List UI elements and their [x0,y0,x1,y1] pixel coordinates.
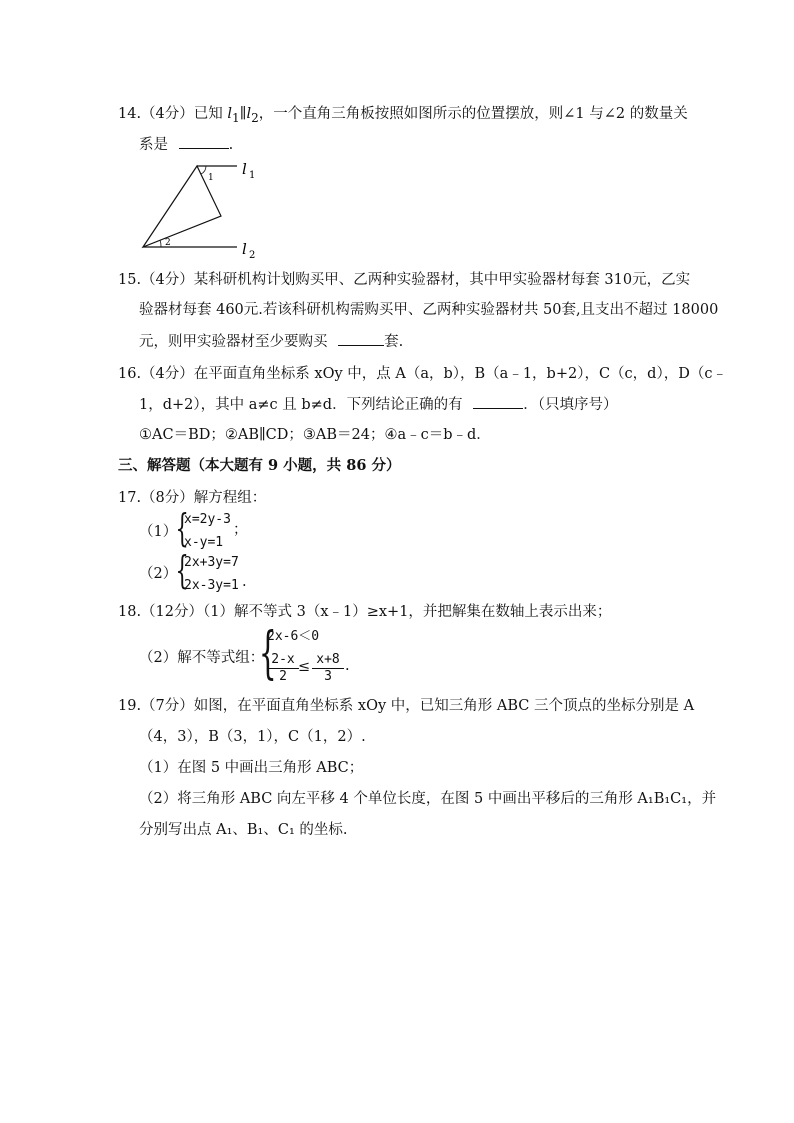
q16-options: ①AC＝BD；②AB∥CD；③AB＝24；④a﹣c＝b﹣d． [139,427,491,443]
angle2-label: 2 [165,238,171,248]
l1-letter: l [227,106,233,122]
q18-line1: 18.（12分）（1）解不等式 3（x﹣1）≥x+1，并把解集在数轴上表示出来； [118,604,612,620]
fig-l2-sub: 2 [249,250,256,261]
q19-line1: 19.（7分）如图，在平面直角坐标系 xOy 中，已知三角形 ABC 三个顶点的坐标分别是 A [118,698,695,714]
le-symbol: ≤ [298,659,311,675]
q17-brace-1: { [175,506,189,550]
frac1-numerator: 2-x [271,652,295,667]
q16-answer-blank[interactable] [473,394,523,409]
q17-p1-eq2: x-y=1 [184,535,224,550]
q19-part2-cont: 分别写出点 A₁、B₁、C₁ 的坐标. [139,822,348,838]
q19-part1: （1）在图 5 中画出三角形 ABC； [139,760,364,776]
q14-answer-blank[interactable] [179,134,229,149]
q17-p2-eq2: 2x-3y=1 [184,578,239,593]
parallel-symbol: ∥ [239,106,247,122]
section-title: 三、解答题（本大题有 9 小题，共 86 分） [118,457,401,474]
q16-line2 [139,394,617,415]
l1-subscript: 1 [232,110,240,125]
q16-line1: 16.（4分）在平面直角坐标系 xOy 中，点 A（a，b），B（a﹣1，b+2），C（c，d），D（c﹣ [118,366,727,382]
fig-l1-label: l [242,160,247,178]
q14-number: 14.（4分）已知 [118,106,223,122]
q14-period: . [228,137,234,153]
q18-frac1 [267,652,299,685]
angle1-label: 1 [208,173,214,183]
q18-brace: { [258,621,277,686]
q15-text-3b: 套. [384,334,404,350]
q16-text-2b: ．（只填序号） [523,397,618,413]
q17-p2-end: . [242,574,247,590]
q17-brace-2: { [175,548,189,592]
angle2-arc [160,240,161,247]
l2-subscript: 2 [251,110,259,125]
q15-answer-blank[interactable] [338,331,384,346]
fig-l2-label: l [242,240,247,258]
q18-part2-label: （2）解不等式组： [139,650,265,666]
angle1-arc [201,166,206,174]
q17-part2-label: （2） [139,566,178,582]
frac2-denominator: 3 [312,668,344,685]
frac2-numerator: x+8 [316,652,340,667]
q17-p1-eq1: x=2y-3 [184,512,231,527]
q14-line1 [118,104,688,128]
q14-text: ，一个直角三角板按照如图所示的位置摆放，则∠1 与∠2 的数量关 [258,106,688,122]
q17-p2-eq1: 2x+3y=7 [184,555,239,570]
q15-line2: 验器材每套 460元.若该科研机构需购买甲、乙两种实验器材共 50套,且支出不超过 18000 [139,302,719,318]
fig-l1-sub: 1 [249,170,256,181]
q18-end: . [345,658,350,674]
q15-text-3: 元，则甲实验器材至少要购买 [139,334,328,350]
q17-title: 17.（8分）解方程组： [118,490,267,506]
q15-line1: 15.（4分）某科研机构计划购买甲、乙两种实验器材，其中甲实验器材每套 310元，乙实 [118,272,691,288]
q15-line3 [139,331,403,352]
q18-frac2 [312,652,344,685]
frac1-denominator: 2 [267,668,299,685]
q14-figure [135,158,275,264]
q14-text-2: 系是 [139,137,168,153]
q14-line2 [139,134,233,155]
q16-text-2: 1，d+2），其中 a≠c 且 b≠d．下列结论正确的有 [139,397,463,413]
q17-part1-label: （1） [139,524,178,540]
q18-eq1: 2x-6＜0 [267,629,320,644]
q19-part2: （2）将三角形 ABC 向左平移 4 个单位长度，在图 5 中画出平移后的三角形 A₁B₁C₁，并 [139,791,717,807]
q19-line2: （4，3），B（3，1），C（1，2）. [139,729,366,745]
q17-p1-end: ； [233,522,248,538]
l2-letter: l [246,106,252,122]
